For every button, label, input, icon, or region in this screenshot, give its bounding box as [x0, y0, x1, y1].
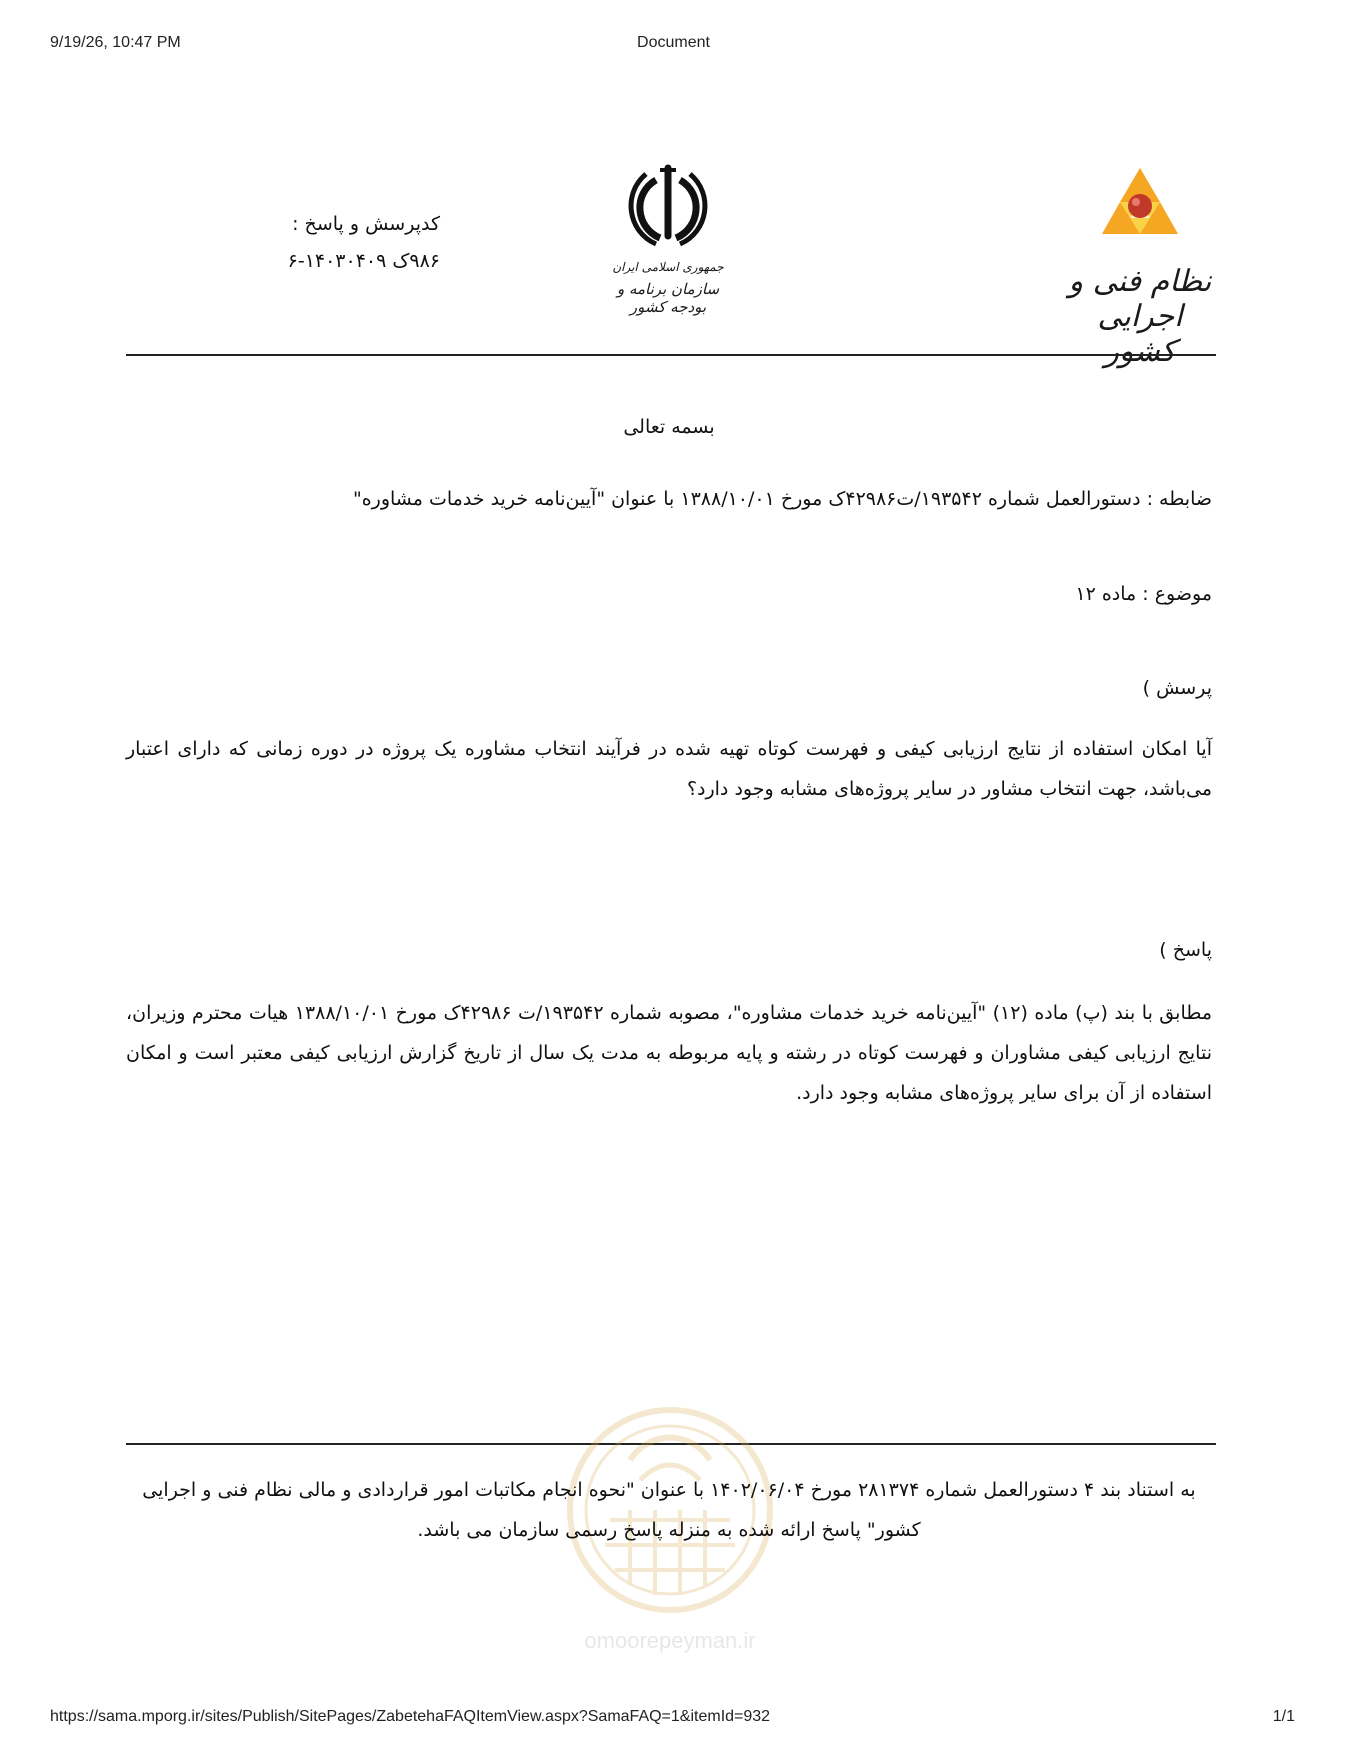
print-header [0, 34, 1347, 56]
answer-label: پاسخ ) [1159, 939, 1212, 961]
subject-line: موضوع : ماده ۱۲ [1075, 583, 1212, 605]
org-logo-text: نظام فنی و اجرایی کشور [1068, 264, 1212, 369]
question-text: آیا امکان استفاده از نتایج ارزیابی کیفی و فهرست کوتاه تهیه شده در فرآیند انتخاب مشاوره یک پروژه در دوره زمانی که دارای اعتبار می‌باشد، جهت انتخاب مشاور در سایر پروژه‌های مشابه وجود دارد؟ [126, 738, 1212, 800]
iran-emblem [608, 160, 728, 316]
footer-note: به استناد بند ۴ دستورالعمل شماره ۲۸۱۳۷۴ مورخ ۱۴۰۲/۰۶/۰۴ با عنوان "نحوه انجام مکاتبات امور قراردادی و مالی نظام فنی و اجرایی کشور" پاسخ ارائه شده به منزله پاسخ رسمی سازمان می باشد. [142, 1479, 1196, 1541]
print-url: https://sama.mporg.ir/sites/Publish/SitePages/ZabetehaFAQItemView.aspx?SamaFAQ=1&itemId=932 [50, 1708, 771, 1725]
header-divider [126, 354, 1216, 356]
letterhead [0, 150, 1347, 369]
org-logo [1060, 166, 1220, 369]
bismillah-heading: بسمه تعالی [623, 416, 715, 438]
print-date: 9/19/26, 10:47 PM [50, 34, 181, 51]
criterion-line: ضابطه : دستورالعمل شماره ۱۹۳۵۴۲/ت۴۲۹۸۶ک مورخ ۱۳۸۸/۱۰/۰۱ با عنوان "آیین‌نامه خرید خدمات مشاوره" [352, 488, 1212, 510]
print-footer [0, 1708, 1347, 1730]
qa-code [230, 206, 440, 280]
emblem-republic-text: جمهوری اسلامی ایران [612, 260, 724, 274]
answer-text: مطابق با بند (پ) ماده (۱۲) "آیین‌نامه خرید خدمات مشاوره"، مصوبه شماره ۱۹۳۵۴۲/ت ۴۲۹۸۶ک مورخ ۱۳۸۸/۱۰/۰۱ هیات محترم وزیران، نتایج ارزیابی کیفی مشاوران و فهرست کوتاه در رشته و پایه مربوطه به مدت یک سال از تاریخ گزارش ارزیابی کیفی معتبر است و امکان استفاده از آن برای سایر پروژه‌های مشابه وجود دارد. [126, 1002, 1212, 1104]
emblem-icon [622, 160, 714, 252]
print-doc-title: Document [637, 34, 710, 51]
watermark-url: omoorepeyman.ir [584, 1628, 756, 1653]
qa-code-value: ۹۸۶ک ۱۴۰۳۰۴۰۹-۶ [287, 250, 440, 272]
emblem-org-text: سازمان برنامه و بودجه کشور [616, 280, 720, 316]
qa-code-label: کدپرسش و پاسخ : [292, 213, 440, 235]
pyramid-logo-icon [1100, 166, 1180, 236]
question-label: پرسش ) [1142, 677, 1212, 699]
print-page-counter: 1/1 [1272, 1708, 1295, 1725]
